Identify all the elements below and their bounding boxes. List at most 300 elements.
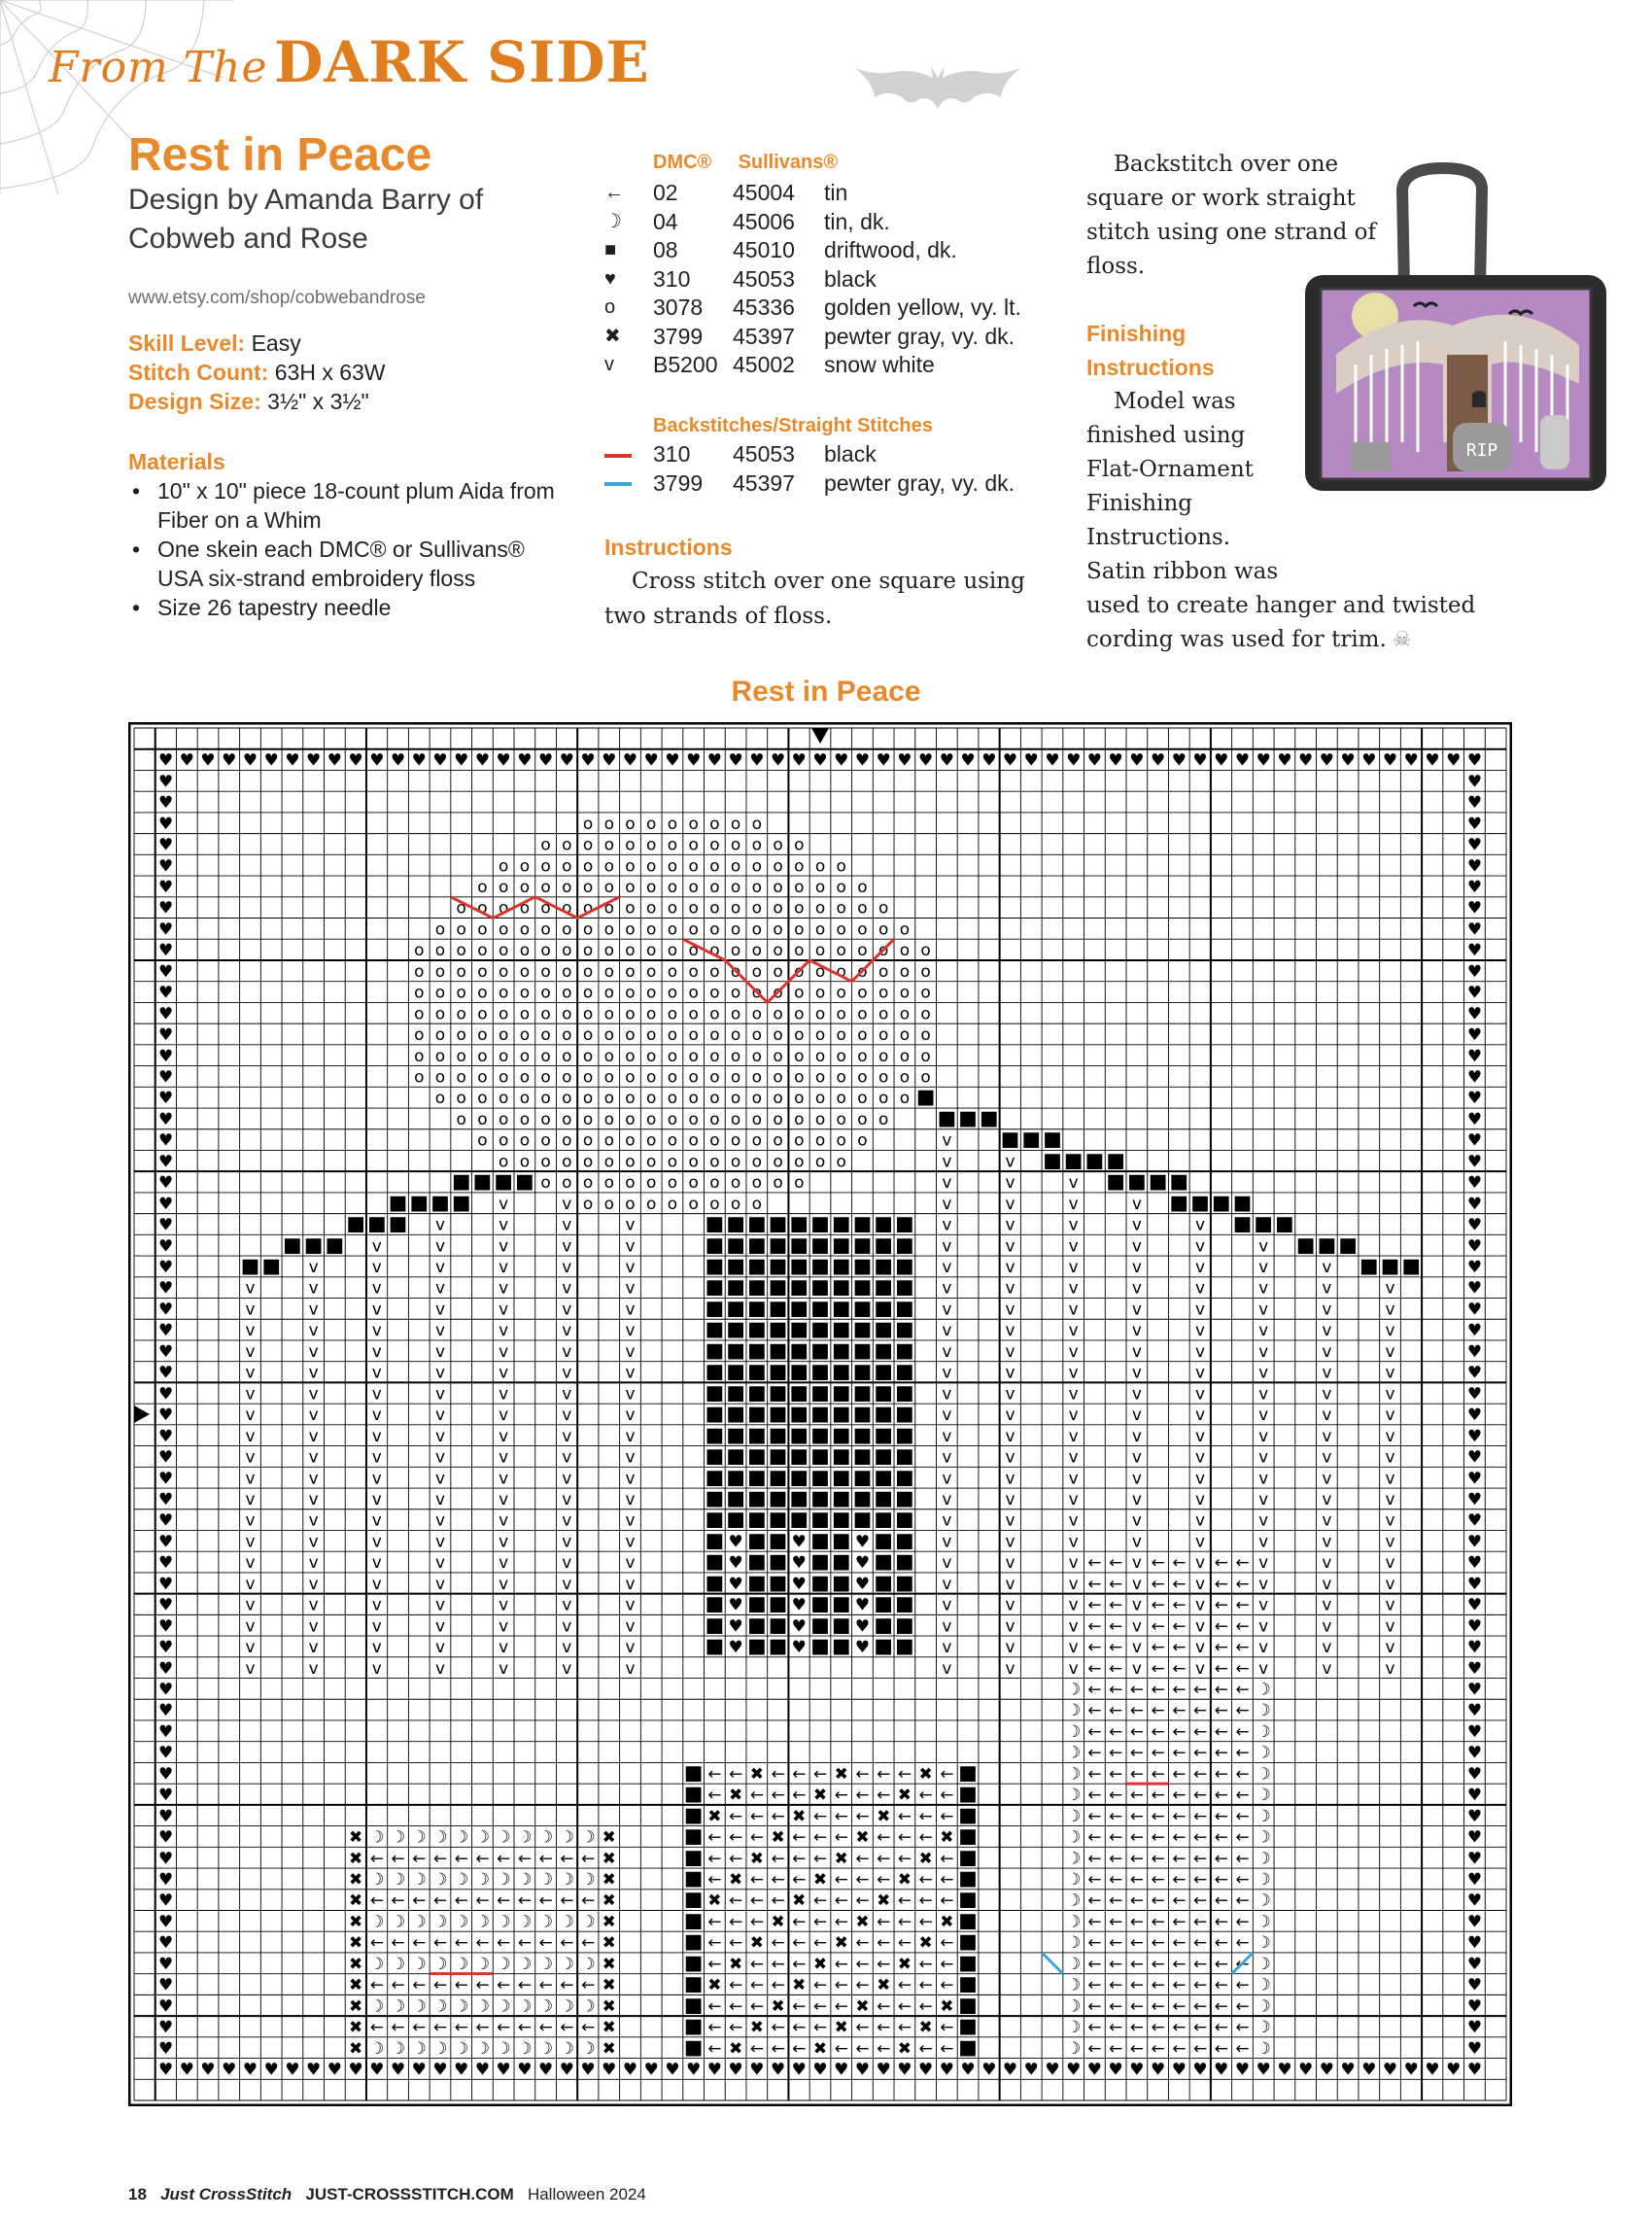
stitch-arrow-left: ← [729,1932,743,1953]
stitch-square: ■ [768,1634,788,1658]
stitch-arrow-left: ← [877,1848,891,1868]
stitch-v: v [371,1277,382,1298]
stitch-circle: o [794,940,805,960]
stitch-v: v [942,1509,952,1530]
stitch-circle: o [899,940,911,960]
stitch-square: ■ [831,1359,851,1383]
stitch-circle: o [794,897,805,918]
stitch-v: v [1385,1657,1395,1678]
stitch-circle: o [667,1088,678,1108]
stitch-circle: o [794,1066,805,1087]
stitch-circle: o [519,855,531,876]
stitch-v: v [371,1531,382,1551]
stitch-v: v [1194,1235,1206,1256]
stitch-circle: o [857,982,868,1002]
stitch-heart: ♥ [157,1552,174,1573]
stitch-circle: o [603,1172,614,1193]
stitch-v: v [942,1214,952,1234]
stitch-circle: o [878,1003,889,1023]
stitch-arrow-left: ← [1172,1805,1187,1825]
stitch-circle: o [667,813,678,833]
stitch-square: ■ [895,1296,914,1320]
stitch-x: ✖ [348,1932,363,1953]
stitch-heart: ♥ [157,1425,174,1445]
stitch-heart: ♥ [306,2059,322,2079]
stitch-arrow-left: ← [538,1890,553,1910]
stitch-arrow-left: ← [1129,1953,1144,1973]
stitch-v: v [371,1446,382,1467]
stitch-v: v [1194,1214,1206,1234]
stitch-square: ■ [852,1317,873,1341]
stitch-v: v [562,1299,572,1319]
stitch-circle: o [773,834,783,854]
stitch-square: ■ [768,1422,788,1446]
stitch-v: v [1385,1340,1395,1361]
stitch-square: ■ [852,1443,873,1468]
stitch-square: ■ [831,1613,851,1637]
stitch-square: ■ [747,1380,767,1405]
stitch-circle: o [625,813,636,833]
stitch-v: v [1068,1193,1079,1213]
stitch-heart: ♥ [834,2059,849,2079]
stitch-circle: o [603,1024,614,1045]
stitch-square: ■ [852,1254,873,1278]
stitch-arrow-left: ← [1151,1720,1165,1741]
stitch-heart: ♥ [1466,1785,1483,1805]
stitch-arrow-left: ← [749,1890,764,1910]
stitch-heart: ♥ [939,2059,954,2079]
stitch-arrow-left: ← [1087,1890,1102,1910]
key-sullivans: 45004 [733,180,795,205]
stitch-v: v [562,1362,572,1382]
stitch-heart: ♥ [559,2059,574,2079]
stitch-moon: ☽ [454,1826,469,1847]
stitch-square: ■ [768,1211,788,1235]
stitch-arrow-left: ← [1129,1995,1144,2016]
stitch-arrow-left: ← [1235,1995,1250,2016]
stitch-heart: ♥ [1171,2059,1187,2079]
stitch-moon: ☽ [1256,1785,1271,1805]
stitch-v: v [245,1425,256,1445]
stitch-circle: o [730,1024,741,1045]
stitch-heart: ♥ [157,1129,174,1150]
stitch-arrow-left: ← [1192,1763,1208,1784]
stitch-v: v [1194,1405,1206,1425]
stitch-arrow-left: ← [1192,2037,1208,2058]
key-sullivans: 45010 [733,237,795,262]
stitch-arrow-left: ← [497,1974,511,1995]
stitch-square: ■ [810,1232,830,1257]
backstitch-instructions: Backstitch over one square or work straight stitch using one strand of floss. [1086,152,1377,279]
stitch-heart: ♥ [157,940,174,960]
stitch-circle: o [773,1066,783,1087]
stitch-arrow-left: ← [812,1890,828,1910]
stitch-circle: o [667,1151,678,1171]
stitch-x: ✖ [918,1932,933,1953]
stitch-square: ■ [1338,1232,1358,1257]
stitch-x: ✖ [918,1763,933,1784]
stitch-heart: ♥ [1466,1425,1483,1445]
stitch-circle: o [646,940,657,960]
stitch-v: v [942,1235,952,1256]
stitch-heart: ♥ [1382,749,1398,770]
stitch-arrow-left: ← [1192,1890,1208,1910]
stitch-heart: ♥ [706,749,722,770]
stitch-v: v [308,1594,319,1614]
stitch-square: ■ [874,1211,893,1235]
stitch-heart: ♥ [157,2059,174,2079]
stitch-arrow-left: ← [707,1868,722,1889]
issue-name: Halloween 2024 [527,2185,646,2203]
stitch-circle: o [477,1108,488,1128]
stitch-v: v [562,1277,572,1298]
stitch-arrow-left: ← [1087,1848,1102,1868]
stitch-v: v [1258,1657,1269,1678]
stitch-arrow-left: ← [1087,1868,1102,1889]
stitch-v: v [434,1446,446,1467]
stitch-heart: ♥ [1466,1003,1483,1023]
stitch-square: ■ [810,1296,830,1320]
finishing-line: finished using [1086,423,1246,448]
page-footer [128,2185,646,2204]
color-key-table [604,179,1032,380]
stitch-square: ■ [874,1570,893,1594]
stitch-arrow-left: ← [918,1826,933,1847]
stitch-arrow-left: ← [940,1974,954,1995]
stitch-heart: ♥ [1466,834,1483,854]
stitch-v: v [562,1383,572,1404]
stitch-square: ■ [789,1254,809,1278]
stitch-v: v [1385,1277,1395,1298]
stitch-square: ■ [895,1274,914,1299]
stitch-arrow-left: ← [1214,1700,1228,1720]
stitch-circle: o [709,940,720,960]
stitch-circle: o [562,1045,572,1065]
stitch-circle: o [667,1045,678,1065]
stitch-v: v [625,1446,636,1467]
stitch-square: ■ [747,1211,767,1235]
stitch-arrow-left: ← [1151,1868,1165,1889]
designer-website[interactable]: www.etsy.com/shop/cobwebandrose [128,288,426,308]
stitch-square: ■ [895,1359,914,1383]
stitch-circle: o [540,877,551,897]
stitch-moon: ☽ [369,2037,385,2058]
stitch-square: ■ [240,1254,260,1278]
key-row [604,208,1032,237]
stitch-heart: ♥ [791,1552,807,1573]
stitch-arrow-left: ← [369,2017,384,2037]
stitch-heart: ♥ [1108,749,1123,770]
stitch-heart: ♥ [918,749,934,770]
stitch-square: ■ [874,1485,893,1509]
stitch-circle: o [540,1108,551,1128]
stitch-heart: ♥ [157,1446,174,1467]
stitch-v: v [499,1193,509,1213]
stitch-arrow-left: ← [729,1974,743,1995]
stitch-circle: o [836,940,846,960]
stitch-arrow-left: ← [538,1932,553,1953]
stitch-circle: o [899,1066,911,1087]
stitch-heart: ♥ [1466,749,1483,770]
stitch-heart: ♥ [1256,2059,1271,2079]
stitch-heart: ♥ [179,2059,194,2079]
stitch-circle: o [730,855,741,876]
stitch-square: ■ [874,1337,893,1362]
stitch-heart: ♥ [157,1488,174,1509]
stitch-circle: o [709,1088,720,1108]
skull-icon: ☠ [1392,628,1412,652]
stitch-arrow-left: ← [897,1974,912,1995]
stitch-moon: ☽ [580,1868,596,1889]
stitch-heart: ♥ [1466,1405,1483,1425]
stitch-heart: ♥ [157,897,174,918]
stitch-square: ■ [705,1337,725,1362]
key-row [604,179,1032,208]
stitch-arrow-left: ← [432,2017,448,2037]
stitch-square: ■ [726,1296,745,1320]
stitch-square: ■ [1401,1254,1421,1278]
stitch-heart: ♥ [157,1214,174,1234]
stitch-v: v [942,1446,952,1467]
stitch-circle: o [709,1193,720,1213]
key-sullivans: 45397 [733,323,795,349]
stitch-square: ■ [831,1549,851,1574]
stitch-square: ■ [958,1993,978,2017]
stitch-v: v [245,1615,256,1636]
stitch-moon: ☽ [559,1826,574,1847]
stitch-arrow-left: ← [707,1911,722,1931]
stitch-v: v [1258,1299,1269,1319]
stitch-v: v [562,1235,572,1256]
stitch-heart: ♥ [1466,1615,1483,1636]
stitch-heart: ♥ [517,2059,533,2079]
stitch-circle: o [667,982,678,1002]
stitch-heart: ♥ [1466,1362,1483,1382]
stitch-circle: o [498,897,509,918]
stitch-circle: o [709,982,720,1002]
stitch-square: ■ [810,1507,830,1531]
stitch-x: ✖ [348,1953,363,1973]
stitch-arrow-left: ← [1087,1742,1102,1762]
stitch-arrow-left: ← [1214,1742,1228,1762]
stitch-arrow-left: ← [1129,1974,1144,1995]
stitch-circle: o [625,834,636,854]
stitch-v: v [1385,1362,1395,1382]
stitch-square: ■ [895,1317,914,1341]
stitch-circle: o [814,982,826,1002]
stitch-circle: o [814,877,826,897]
stitch-arrow-left: ← [1172,1552,1187,1573]
stitch-v: v [625,1657,636,1678]
stitch-v: v [1005,1172,1015,1193]
stitch-heart: ♥ [157,1172,174,1193]
stitch-arrow-left: ← [475,1890,490,1910]
stitch-arrow-left: ← [771,1785,785,1805]
stitch-square: ■ [789,1443,809,1468]
stitch-v: v [371,1468,382,1488]
stitch-heart: ♥ [1466,940,1483,960]
stitch-arrow-left: ← [1192,1826,1208,1847]
stitch-v: v [1131,1615,1142,1636]
stitch-arrow-left: ← [1109,1552,1123,1573]
stitch-v: v [499,1573,509,1593]
stitch-moon: ☽ [411,1953,427,1973]
stitch-v: v [434,1531,446,1551]
stitch-circle: o [751,982,763,1002]
stitch-arrow-left: ← [749,1805,764,1825]
stitch-arrow-left: ← [1172,1637,1187,1657]
stitch-arrow-left: ← [1151,1594,1165,1614]
stitch-v: v [625,1573,636,1593]
stitch-circle: o [477,1066,488,1087]
stitch-square: ■ [810,1570,830,1594]
stitch-square: ■ [831,1211,851,1235]
stitch-v: v [1385,1425,1395,1445]
stitch-circle: o [498,855,509,876]
stitch-arrow-left: ← [1109,1594,1123,1614]
stitch-arrow-left: ← [580,1932,596,1953]
stitch-arrow-left: ← [940,1805,954,1825]
stitch-circle: o [646,1172,657,1193]
stitch-v: v [499,1214,509,1234]
stitch-v: v [942,1615,952,1636]
stitch-square: ■ [388,1211,408,1235]
stitch-v: v [1194,1320,1206,1340]
stitch-v: v [1258,1257,1269,1277]
stitch-heart: ♥ [1466,877,1483,897]
stitch-v: v [1385,1468,1395,1488]
stitch-v: v [308,1657,319,1678]
stitch-square: ■ [726,1337,745,1362]
stitch-circle: o [625,897,636,918]
stitch-moon: ☽ [432,1953,448,1973]
stitch-arrow-left: ← [1087,1720,1102,1741]
stitch-square: ■ [852,1507,873,1531]
stitch-heart: ♥ [1466,1340,1483,1361]
stitch-arrow-left: ← [1151,1763,1165,1784]
stitch-arrow-left: ← [1151,1785,1165,1805]
stitch-x: ✖ [348,1974,363,1995]
stitch-moon: ☽ [1066,1911,1082,1931]
stitch-heart: ♥ [1319,749,1334,770]
stitch-arrow-left: ← [1172,1953,1187,1973]
stitch-v: v [1322,1488,1332,1509]
stitch-arrow-left: ← [1087,1763,1102,1784]
stitch-arrow-left: ← [560,1848,574,1868]
stitch-arrow-left: ← [517,1890,532,1910]
stitch-arrow-left: ← [454,1932,468,1953]
stitch-circle: o [582,813,594,833]
stitch-circle: o [477,982,488,1002]
stitch-square: ■ [874,1634,893,1658]
stitch-square: ■ [747,1337,767,1362]
key-dmc: 04 [653,208,678,234]
stitch-v: v [434,1637,446,1657]
stitch-v: v [1131,1468,1142,1488]
stitch-square: ■ [494,1169,513,1194]
stitch-v: v [1068,1257,1079,1277]
stitch-square: ■ [1380,1254,1400,1278]
stitch-v: v [1131,1405,1142,1425]
stitch-square: ■ [874,1296,893,1320]
stitch-moon: ☽ [432,2037,448,2058]
stitch-v: v [499,1637,509,1657]
stitch-v: v [1322,1468,1332,1488]
stitch-circle: o [582,1108,594,1128]
stitch-arrow-left: ← [580,1848,596,1868]
stitch-circle: o [688,897,699,918]
stitch-heart: ♥ [1214,2059,1229,2079]
stitch-circle: o [814,855,826,876]
stitch-circle: o [582,877,594,897]
stitch-moon: ☽ [1066,1742,1082,1762]
stitch-circle: o [814,1088,826,1108]
stitch-v: v [245,1320,256,1340]
spec-label: Design Size: [128,389,261,414]
stitch-v: v [1258,1446,1269,1467]
stitch-v: v [942,1340,952,1361]
stitch-arrow-left: ← [771,1932,785,1953]
stitch-moon: ☽ [538,2037,554,2058]
stitch-arrow-left: ← [877,1911,891,1931]
stitch-circle: o [603,1193,614,1213]
stitch-v: v [1385,1594,1395,1614]
stitch-v: v [434,1320,446,1340]
stitch-circle: o [562,1151,572,1171]
stitch-heart: ♥ [1466,1995,1483,2016]
stitch-heart: ♥ [1466,1193,1483,1213]
stitch-circle: o [751,897,763,918]
stitch-v: v [1385,1573,1395,1593]
stitch-v: v [434,1488,446,1509]
stitch-v: v [625,1425,636,1445]
stitch-square: ■ [747,1402,767,1426]
stitch-v: v [1194,1637,1206,1657]
stitch-circle: o [625,960,636,981]
stitch-v: v [942,1299,952,1319]
stitch-circle: o [899,1024,911,1045]
stitch-moon: ☽ [517,1911,533,1931]
finishing-line: Flat-Ornament [1086,457,1254,482]
stitch-heart: ♥ [1466,2017,1483,2037]
stitch-circle: o [709,813,720,833]
stitch-circle: o [582,982,594,1002]
stitch-heart: ♥ [1361,749,1377,770]
stitch-x: ✖ [602,1848,616,1868]
stitch-heart: ♥ [157,1108,174,1128]
stitch-arrow-left: ← [1214,1868,1228,1889]
stitch-moon: ☽ [1066,1785,1082,1805]
stitch-arrow-left: ← [1151,1805,1165,1825]
stitch-v: v [371,1383,382,1404]
stitch-circle: o [773,1088,783,1108]
stitch-arrow-left: ← [855,1763,870,1784]
stitch-x: ✖ [348,1890,363,1910]
stitch-heart: ♥ [538,2059,554,2079]
stitch-heart: ♥ [728,1573,743,1593]
stitch-arrow-left: ← [1109,1763,1123,1784]
finishing-heading: Finishing Instructions [1086,321,1215,380]
stitch-square: ■ [831,1443,851,1468]
stitch-arrow-left: ← [1151,1700,1165,1720]
stitch-arrow-left: ← [1129,1932,1144,1953]
stitch-moon: ☽ [1066,1720,1082,1741]
stitch-heart: ♥ [1466,2037,1483,2058]
stitch-arrow-left: ← [855,1785,870,1805]
stitch-heart: ♥ [1108,2059,1123,2079]
stitch-square: ■ [1148,1169,1168,1194]
stitch-heart: ♥ [791,1531,807,1551]
